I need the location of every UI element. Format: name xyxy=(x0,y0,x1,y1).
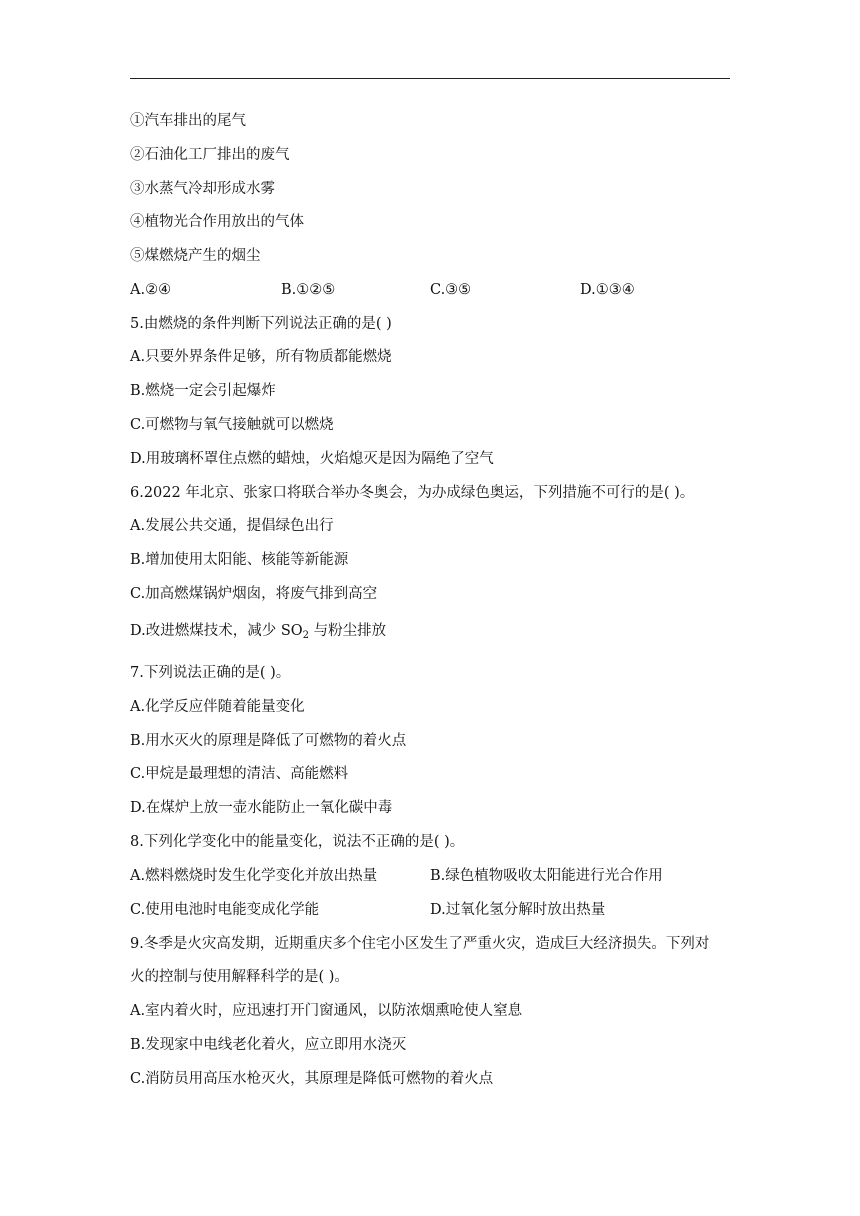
q9-option-b: B.发现家中电线老化着火，应立即用水浇灭 xyxy=(130,1037,407,1053)
q7-option-a: A.化学反应伴随着能量变化 xyxy=(130,699,305,715)
q6-option-b: B.增加使用太阳能、核能等新能源 xyxy=(130,552,349,568)
q8-option-d: D.过氧化氢分解时放出热量 xyxy=(430,902,606,918)
q6-option-d xyxy=(130,622,386,645)
item-5: ⑤煤燃烧产生的烟尘 xyxy=(130,248,261,264)
item-1: ①汽车排出的尾气 xyxy=(130,113,246,129)
q6-d-post: 与粉尘排放 xyxy=(309,623,387,639)
q6-d-sub: 2 xyxy=(302,630,310,641)
q7-option-c: C.甲烷是最理想的清洁、高能燃料 xyxy=(130,766,349,782)
q4-option-b: B.①②⑤ xyxy=(281,282,336,298)
q4-option-a: A.②④ xyxy=(130,282,172,298)
item-4: ④植物光合作用放出的气体 xyxy=(130,214,304,230)
q9-option-a: A.室内着火时，应迅速打开门窗通风，以防浓烟熏呛使人窒息 xyxy=(130,1003,523,1019)
q5-option-b: B.燃烧一定会引起爆炸 xyxy=(130,383,276,399)
item-3: ③水蒸气冷却形成水雾 xyxy=(130,181,275,197)
q4-option-c: C.③⑤ xyxy=(430,282,472,298)
q8-option-b: B.绿色植物吸收太阳能进行光合作用 xyxy=(430,868,663,884)
q5-option-a: A.只要外界条件足够，所有物质都能燃烧 xyxy=(130,349,392,365)
q7-option-d: D.在煤炉上放一壶水能防止一氧化碳中毒 xyxy=(130,800,393,816)
q7-stem: 7.下列说法正确的是( )。 xyxy=(130,665,291,681)
q5-stem: 5.由燃烧的条件判断下列说法正确的是( ) xyxy=(130,316,392,332)
q8-option-c: C.使用电池时电能变成化学能 xyxy=(130,902,320,918)
q9-stem-line1: 9.冬季是火灾高发期，近期重庆多个住宅小区发生了严重火灾，造成巨大经济损失。下列对 xyxy=(130,936,710,952)
q4-option-d: D.①③④ xyxy=(580,282,635,298)
q6-option-a: A.发展公共交通，提倡绿色出行 xyxy=(130,518,334,534)
q6-option-c: C.加高燃煤锅炉烟囱，将废气排到高空 xyxy=(130,586,378,602)
q7-option-b: B.用水灭火的原理是降低了可燃物的着火点 xyxy=(130,733,407,749)
q9-stem-line2: 火的控制与使用解释科学的是( )。 xyxy=(130,969,349,985)
q5-option-c: C.可燃物与氧气接触就可以燃烧 xyxy=(130,417,334,433)
header-rule xyxy=(130,78,730,79)
q8-option-a: A.燃料燃烧时发生化学变化并放出热量 xyxy=(130,868,378,884)
q6-stem: 6.2022 年北京、张家口将联合举办冬奥会，为办成绿色奥运，下列措施不可行的是( )。 xyxy=(130,485,695,501)
q9-option-c: C.消防员用高压水枪灭火，其原理是降低可燃物的着火点 xyxy=(130,1071,494,1087)
q8-stem: 8.下列化学变化中的能量变化，说法不正确的是( )。 xyxy=(130,834,465,850)
q5-option-d: D.用玻璃杯罩住点燃的蜡烛，火焰熄灭是因为隔绝了空气 xyxy=(130,451,494,467)
item-2: ②石油化工厂排出的废气 xyxy=(130,147,290,163)
q6-d-pre: D.改进燃煤技术，减少 SO xyxy=(130,623,303,639)
